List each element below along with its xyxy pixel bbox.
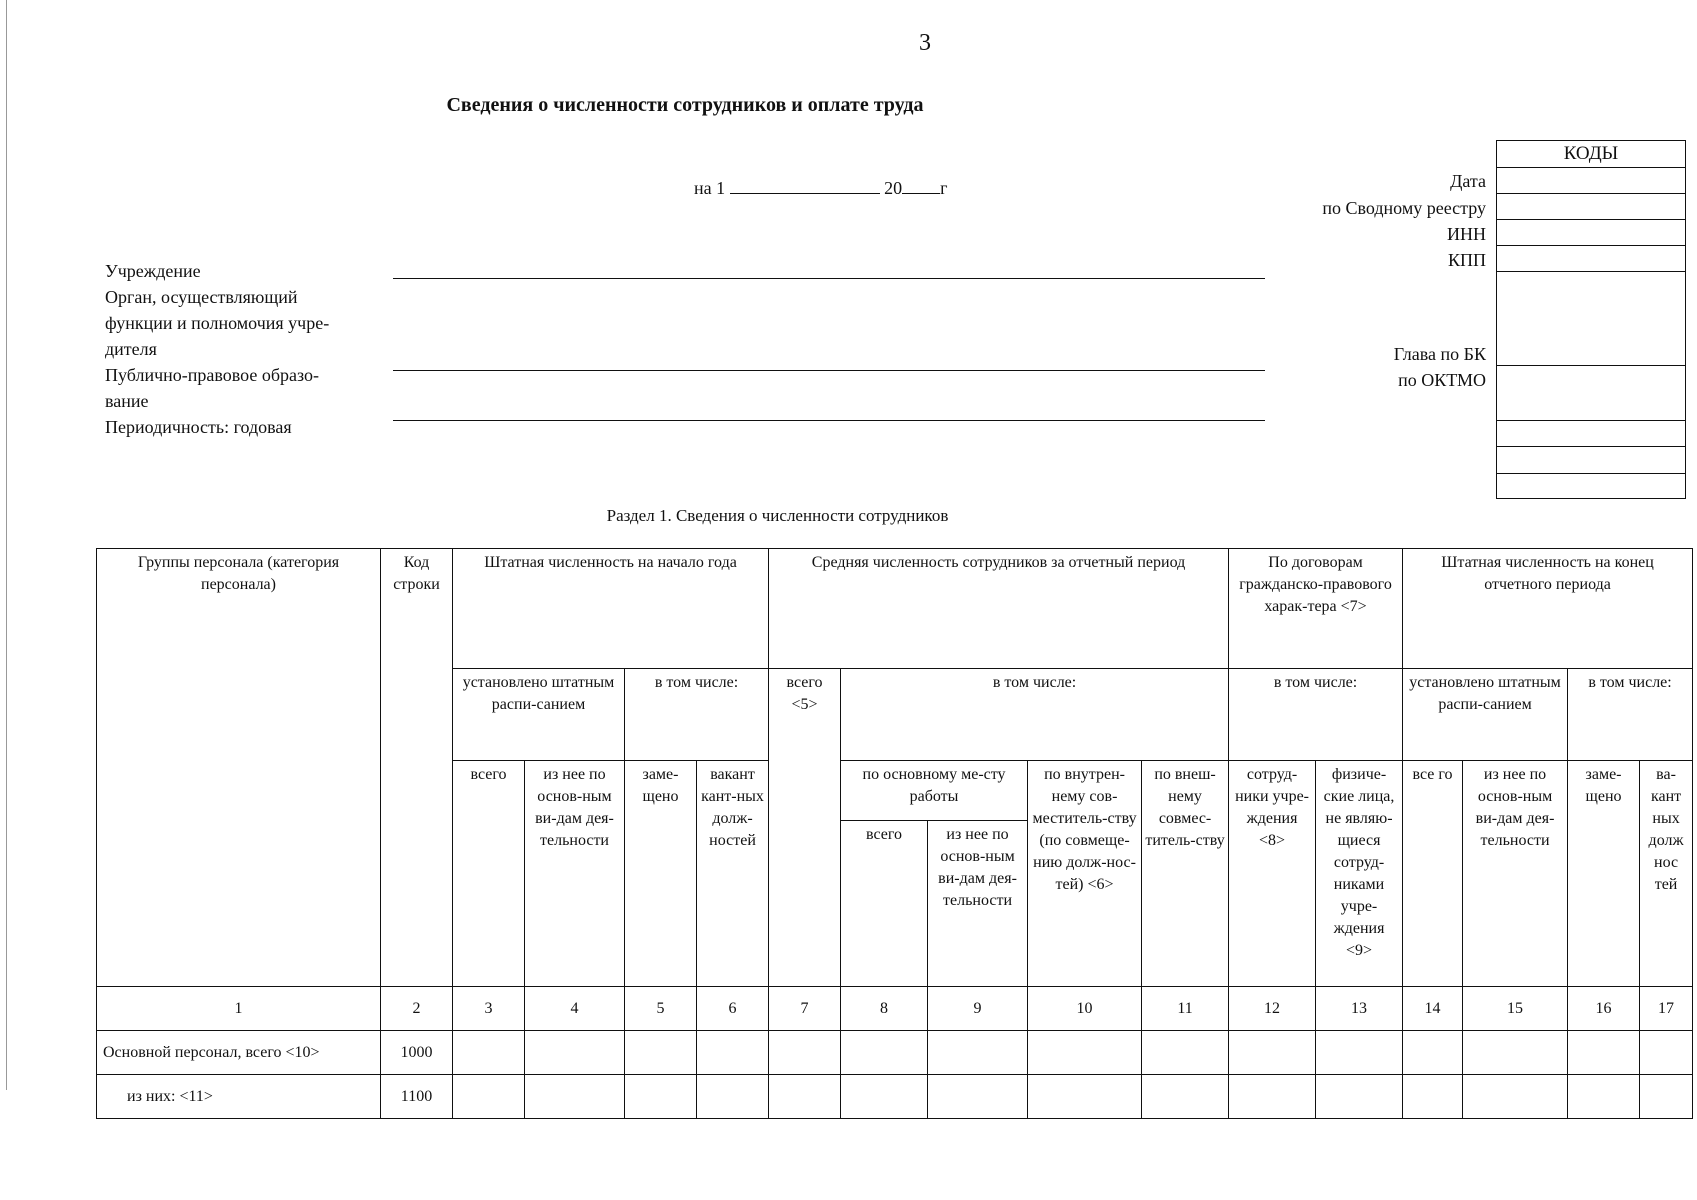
- label-kpp: КПП: [1447, 250, 1486, 270]
- label-inn: ИНН: [1447, 224, 1486, 244]
- col-number: 3: [453, 987, 525, 1031]
- data-cell[interactable]: [1229, 1075, 1316, 1119]
- header-end-vacant: ва-кант ных долж нос тей: [1640, 761, 1693, 987]
- header-average-total: всего <5>: [769, 669, 841, 987]
- label-founder-line1: Орган, осуществляющий: [105, 287, 298, 307]
- col-number: 16: [1568, 987, 1640, 1031]
- data-cell[interactable]: [1316, 1031, 1403, 1075]
- header-established-end: установлено штатным распи-санием: [1403, 669, 1568, 761]
- data-cell[interactable]: [625, 1031, 697, 1075]
- code-cell-blank[interactable]: [1497, 271, 1685, 272]
- col-number: 10: [1028, 987, 1142, 1031]
- header-civil-contracts: По договорам гражданско-правового харак-тера <7>: [1229, 549, 1403, 669]
- data-cell[interactable]: [525, 1075, 625, 1119]
- data-cell[interactable]: [1403, 1075, 1463, 1119]
- data-cell[interactable]: [841, 1075, 928, 1119]
- col-number: 13: [1316, 987, 1403, 1031]
- header-internal-part-time: по внутрен-нему сов-меститель-ству (по совмеще-нию долж-нос-тей) <6>: [1028, 761, 1142, 987]
- col-number: 14: [1403, 987, 1463, 1031]
- col-number: 12: [1229, 987, 1316, 1031]
- code-cell-glava[interactable]: [1497, 365, 1685, 366]
- date-suffix: г: [940, 178, 948, 198]
- codes-header: КОДЫ: [1563, 143, 1619, 164]
- data-cell[interactable]: [697, 1075, 769, 1119]
- institution-field[interactable]: [393, 278, 1265, 279]
- header-including-start: в том числе:: [625, 669, 769, 761]
- label-glava-bk: Глава по БК: [1393, 344, 1486, 364]
- label-municipality-line1: Публично-правовое образо-: [105, 365, 319, 385]
- header-start-filled: заме-щено: [625, 761, 697, 987]
- data-cell[interactable]: [525, 1031, 625, 1075]
- label-municipality-line2: вание: [105, 391, 149, 411]
- data-cell[interactable]: [1028, 1075, 1142, 1119]
- date-year-prefix: 20: [884, 178, 903, 198]
- code-cell-inn[interactable]: [1497, 219, 1685, 220]
- data-cell[interactable]: [1316, 1075, 1403, 1119]
- header-main-job-total: всего: [841, 821, 928, 987]
- report-date-line: [694, 175, 948, 199]
- data-cell[interactable]: [928, 1031, 1028, 1075]
- row-label-main-staff: Основной персонал, всего <10>: [97, 1031, 381, 1075]
- header-start-main-activities: из нее по основ-ным ви-дам дея-тельности: [525, 761, 625, 987]
- data-cell[interactable]: [1640, 1075, 1693, 1119]
- label-founder-line2: функции и полномочия учре-: [105, 313, 330, 333]
- col-number: 9: [928, 987, 1028, 1031]
- date-year-field[interactable]: [902, 175, 940, 194]
- page-title: Сведения о численности сотрудников и оплате труда: [446, 94, 924, 116]
- data-cell[interactable]: [453, 1075, 525, 1119]
- header-contracts-including: в том числе:: [1229, 669, 1403, 761]
- data-cell[interactable]: [841, 1031, 928, 1075]
- header-main-job: по основному ме-сту работы: [841, 761, 1028, 821]
- codes-box: [1496, 140, 1686, 499]
- data-cell[interactable]: [1568, 1031, 1640, 1075]
- header-average-count: Средняя численность сотрудников за отчетный период: [769, 549, 1229, 669]
- header-personnel-groups: Группы персонала (категория персонала): [97, 549, 381, 987]
- data-cell[interactable]: [1463, 1075, 1568, 1119]
- scan-edge-line: [6, 0, 7, 1090]
- section-title: Раздел 1. Сведения о численности сотрудников: [606, 506, 949, 525]
- header-start-vacant: вакант кант-ных долж-ностей: [697, 761, 769, 987]
- label-oktmo: по ОКТМО: [1398, 370, 1486, 390]
- col-number: 6: [697, 987, 769, 1031]
- left-labels: [105, 258, 375, 440]
- data-cell[interactable]: [769, 1075, 841, 1119]
- data-cell[interactable]: [453, 1031, 525, 1075]
- header-external-part-time: по внеш-нему совмес-титель-ству: [1142, 761, 1229, 987]
- header-contract-employees: сотруд-ники учре-ждения <8>: [1229, 761, 1316, 987]
- col-number: 5: [625, 987, 697, 1031]
- page-number: 3: [919, 30, 931, 56]
- code-cell-extra-1[interactable]: [1497, 446, 1685, 447]
- municipality-field[interactable]: [393, 420, 1265, 421]
- header-end-filled: заме-щено: [1568, 761, 1640, 987]
- header-average-including: в том числе:: [841, 669, 1229, 761]
- label-institution: Учреждение: [105, 261, 201, 281]
- header-end-total: все го: [1403, 761, 1463, 987]
- row-label-of-which: из них: <11>: [97, 1075, 381, 1119]
- data-cell[interactable]: [1463, 1031, 1568, 1075]
- label-date: Дата: [1450, 171, 1486, 191]
- header-end-main-activities: из нее по основ-ным ви-дам дея-тельности: [1463, 761, 1568, 987]
- col-number: 15: [1463, 987, 1568, 1031]
- col-number: 7: [769, 987, 841, 1031]
- date-day-month-field[interactable]: [730, 175, 880, 194]
- date-prefix: на 1: [694, 178, 726, 198]
- col-number: 4: [525, 987, 625, 1031]
- data-cell[interactable]: [1640, 1031, 1693, 1075]
- data-cell[interactable]: [1403, 1031, 1463, 1075]
- data-cell[interactable]: [697, 1031, 769, 1075]
- header-row-code: Код строки: [381, 549, 453, 987]
- col-number: 11: [1142, 987, 1229, 1031]
- row-code: 1100: [381, 1075, 453, 1119]
- code-cell-extra-2[interactable]: [1497, 473, 1685, 474]
- header-start-total: всего: [453, 761, 525, 987]
- row-code: 1000: [381, 1031, 453, 1075]
- header-staff-end: Штатная численность на конец отчетного периода: [1403, 549, 1693, 669]
- data-cell[interactable]: [769, 1031, 841, 1075]
- label-founder-line3: дителя: [105, 339, 157, 359]
- header-including-end: в том числе:: [1568, 669, 1693, 761]
- code-cell-kpp[interactable]: [1497, 245, 1685, 246]
- staff-table: [96, 548, 1693, 1119]
- data-cell[interactable]: [1142, 1075, 1229, 1119]
- label-periodicity: Периодичность: годовая: [105, 417, 292, 437]
- header-contract-individuals: физиче-ские лица, не являю-щиеся сотруд-никами учре-ждения <9>: [1316, 761, 1403, 987]
- header-staff-start: Штатная численность на начало года: [453, 549, 769, 669]
- founder-field[interactable]: [393, 370, 1265, 371]
- col-number: 1: [97, 987, 381, 1031]
- data-cell[interactable]: [1028, 1031, 1142, 1075]
- data-cell[interactable]: [1142, 1031, 1229, 1075]
- col-number: 2: [381, 987, 453, 1031]
- data-cell[interactable]: [1229, 1031, 1316, 1075]
- data-cell[interactable]: [928, 1075, 1028, 1119]
- code-cell-registry[interactable]: [1497, 193, 1685, 194]
- header-established-start: установлено штатным распи-санием: [453, 669, 625, 761]
- code-cell-date[interactable]: [1497, 167, 1685, 168]
- header-main-job-main-activities: из нее по основ-ным ви-дам дея-тельности: [928, 821, 1028, 987]
- data-cell[interactable]: [1568, 1075, 1640, 1119]
- label-registry: по Сводному реестру: [1322, 198, 1486, 218]
- code-cell-oktmo[interactable]: [1497, 420, 1685, 421]
- col-number: 8: [841, 987, 928, 1031]
- col-number: 17: [1640, 987, 1693, 1031]
- data-cell[interactable]: [625, 1075, 697, 1119]
